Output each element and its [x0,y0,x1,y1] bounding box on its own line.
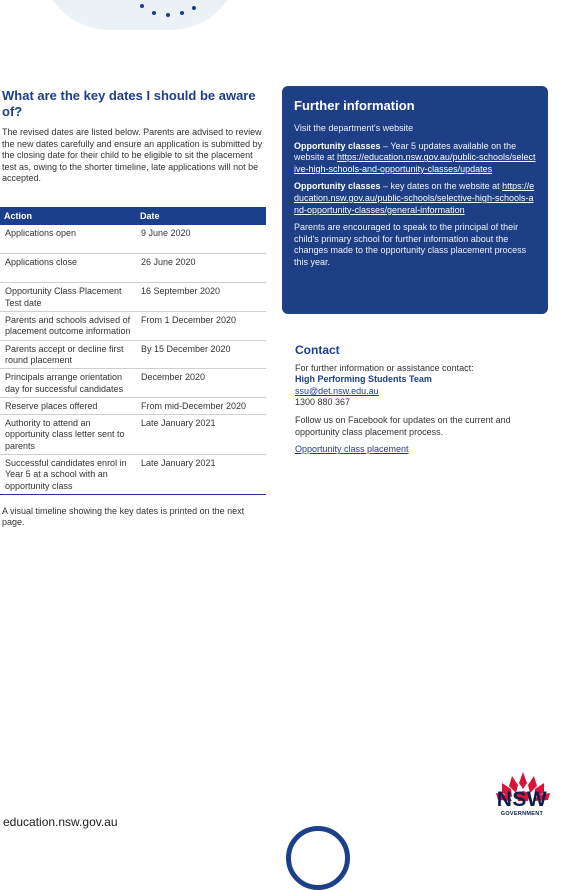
row-action: Successful candidates enrol in Year 5 at a school with an opportunity class [0,455,136,495]
key-dates-label: Opportunity classes [294,181,381,192]
column-header-action: Action [0,207,136,225]
key-dates-paragraph [294,181,536,216]
logo-government-text: GOVERNMENT [500,811,544,817]
updates-link[interactable]: https://education.nsw.gov.au/public-schools/selective-high-schools-and-opportunity-classes/updates [294,152,536,174]
key-dates-section [0,88,268,529]
row-date: Late January 2021 [136,415,266,455]
table-row [0,225,266,254]
key-dates-text: – key dates on the website at [380,181,503,192]
contact-team: High Performing Students Team [295,374,432,385]
table-row [0,254,266,283]
row-action: Parents accept or decline first round placement [0,340,136,369]
key-dates-heading: What are the key dates I should be aware of? [2,88,256,119]
row-action: Reserve places offered [0,397,136,414]
row-date: By 15 December 2020 [136,340,266,369]
contact-phone: 1300 880 367 [295,397,351,408]
row-date: 26 June 2020 [136,254,266,283]
column-header-date: Date [136,207,266,225]
row-date: Late January 2021 [136,455,266,495]
decorative-dots [140,4,210,20]
timeline-note: A visual timeline showing the key dates is printed on the next page. [2,505,245,528]
row-date: From 1 December 2020 [136,312,266,341]
contact-title: Contact [295,343,340,357]
table-header-row [0,207,266,225]
table-row [0,415,266,455]
table-row [0,283,266,312]
facebook-text: Follow us on Facebook for updates on the current and opportunity class placement process. [295,414,511,437]
visit-website-text: Visit the department's website [294,123,414,133]
logo-nsw-text: NSW [496,788,548,811]
key-dates-intro: The revised dates are listed below. Parents are advised to review the new dates carefully and ensure an application is submitted by the closing date for their child to be eligible to sit the placement test as, owing to the shorter timeline, late applications will not be accepted. [2,127,263,184]
row-action: Principals arrange orientation day for successful candidates [0,369,136,398]
row-action: Applications close [0,254,136,283]
nsw-government-logo [488,789,556,817]
table-row [0,397,266,414]
general-information-link[interactable]: https://education.nsw.gov.au/public-schools/selective-high-schools-and-opportunity-classes/general-information [294,181,535,215]
key-dates-table [0,207,266,495]
row-date: 16 September 2020 [136,283,266,312]
contact-email-link[interactable]: ssu@det.nsw.edu.au [295,385,379,396]
updates-label: Opportunity classes [294,140,381,151]
row-action: Parents and schools advised of placement outcome information [0,312,136,341]
row-action: Applications open [0,225,136,254]
row-action: Opportunity Class Placement Test date [0,283,136,312]
further-information-box [282,86,548,314]
contact-intro: For further information or assistance contact: [295,362,474,373]
table-row [0,312,266,341]
parents-encouraged-text: Parents are encouraged to speak to the principal of their child's primary school for further information about the changes made to the opportunity class placement process this year. [294,222,527,267]
updates-text: – Year 5 updates available on the website at [294,140,517,163]
footer-website-url[interactable]: education.nsw.gov.au [3,815,118,829]
opportunity-class-placement-link[interactable]: Opportunity class placement [295,444,409,455]
further-information-title: Further information [294,98,415,113]
table-row [0,340,266,369]
updates-paragraph [294,141,536,176]
table-row [0,369,266,398]
row-date: December 2020 [136,369,266,398]
decorative-arc [286,826,350,890]
row-date: From mid-December 2020 [136,397,266,414]
row-action: Authority to attend an opportunity class letter sent to parents [0,415,136,455]
contact-section [295,345,545,456]
table-row [0,455,266,495]
row-date: 9 June 2020 [136,225,266,254]
